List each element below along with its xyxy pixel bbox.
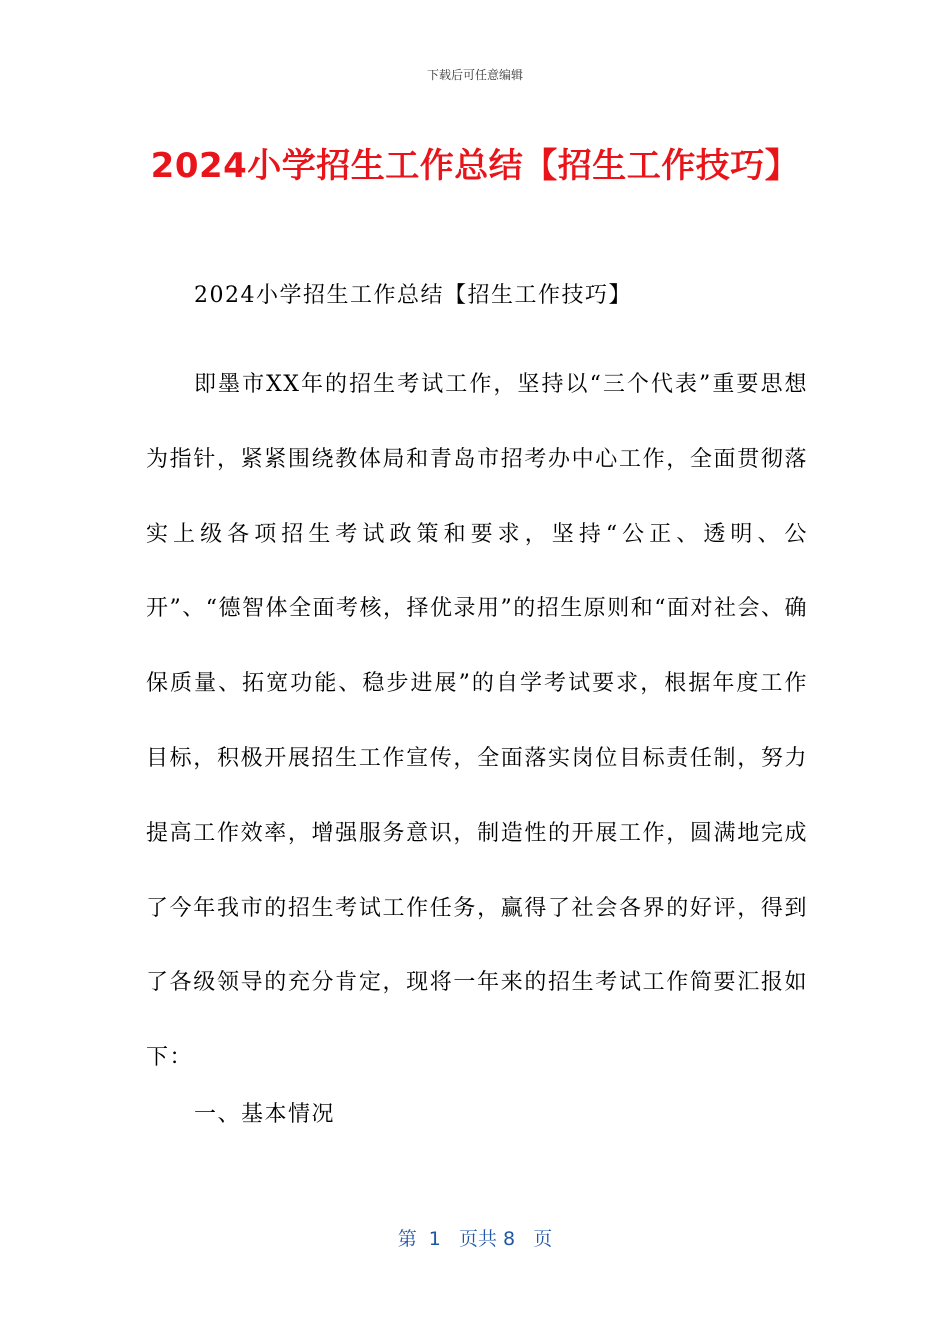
subtitle-line: 2024小学招生工作总结【招生工作技巧】 xyxy=(194,283,632,308)
section-heading: 一、基本情况 xyxy=(194,1102,336,1127)
header-note: 下载后可任意编辑 xyxy=(426,68,523,82)
document-title: 2024小学招生工作总结【招生工作技巧】 xyxy=(150,146,800,186)
page-footer: 第 1 页共 8 页 xyxy=(397,1228,553,1250)
body-paragraph: 即墨市XX年的招生考试工作，坚持以“三个代表”重要思想为指针，紧紧围绕教体局和青岛市招考办中心工作，全面贯彻落实上级各项招生考试政策和要求，坚持“公正、透明、公开”、“德智体全面考核，择优录用”的招生原则和“面对社会、确保质量、拓宽功能、稳步进展”的自学考试要求，根据年度工作目标，积极开展招生工作宣传，全面落实岗位目标责任制，努力提高工作效率，增强服务意识，制造性的开展工作，圆满地完成了今年我市的招生考试工作任务，赢得了社会各界的好评，得到了各级领导的充分肯定，现将一年来的招生考试工作简要汇报如下： xyxy=(146,372,808,1071)
